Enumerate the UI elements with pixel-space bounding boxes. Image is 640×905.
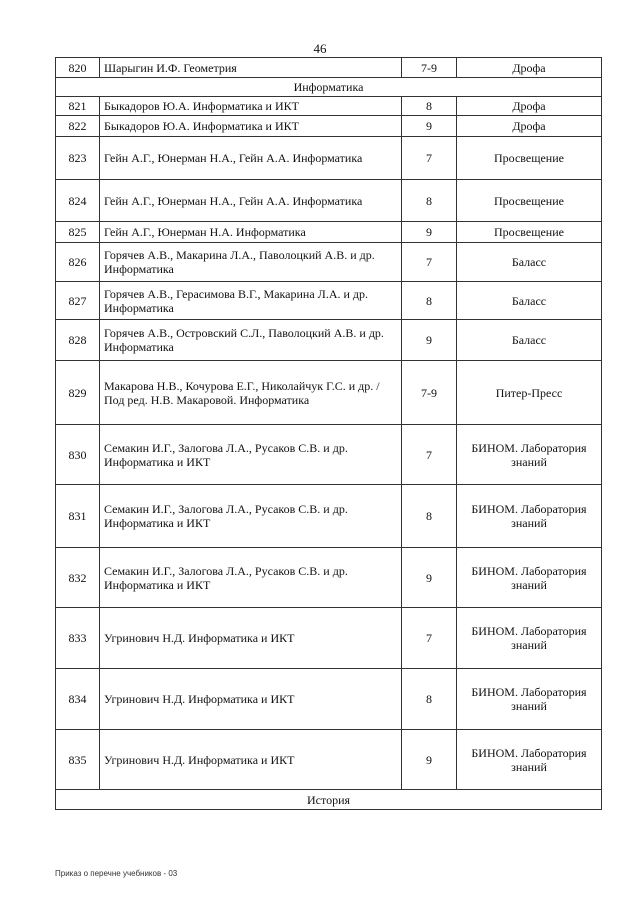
publisher: Просвещение <box>457 180 602 222</box>
publisher: Питер-Пресс <box>457 361 602 425</box>
grade-range: 8 <box>402 485 457 548</box>
grade-range: 7 <box>402 608 457 669</box>
table-row <box>56 222 602 243</box>
row-number: 829 <box>56 361 100 425</box>
book-title: Горячев А.В., Герасимова В.Г., Макарина Л.А. и др. Информатика <box>100 282 402 320</box>
book-title: Гейн А.Г., Юнерман Н.А., Гейн А.А. Информатика <box>100 180 402 222</box>
grade-range: 7 <box>402 137 457 180</box>
row-number: 834 <box>56 669 100 730</box>
table-row <box>56 730 602 790</box>
table-row <box>56 180 602 222</box>
book-title: Быкадоров Ю.А. Информатика и ИКТ <box>100 116 402 137</box>
row-number: 822 <box>56 116 100 137</box>
table-row <box>56 425 602 485</box>
publisher: Дрофа <box>457 97 602 116</box>
book-title: Угринович Н.Д. Информатика и ИКТ <box>100 669 402 730</box>
row-number: 826 <box>56 243 100 282</box>
grade-range: 8 <box>402 97 457 116</box>
book-title: Гейн А.Г., Юнерман Н.А., Гейн А.А. Информатика <box>100 137 402 180</box>
publisher: Дрофа <box>457 58 602 78</box>
table-row <box>56 137 602 180</box>
grade-range: 9 <box>402 222 457 243</box>
row-number: 820 <box>56 58 100 78</box>
grade-range: 8 <box>402 669 457 730</box>
row-number: 830 <box>56 425 100 485</box>
table-row <box>56 320 602 361</box>
grade-range: 9 <box>402 116 457 137</box>
section-header-row <box>56 790 602 810</box>
book-title: Горячев А.В., Островский С.Л., Паволоцкий А.В. и др. Информатика <box>100 320 402 361</box>
book-title: Угринович Н.Д. Информатика и ИКТ <box>100 730 402 790</box>
grade-range: 7 <box>402 425 457 485</box>
row-number: 823 <box>56 137 100 180</box>
grade-range: 7 <box>402 243 457 282</box>
grade-range: 7-9 <box>402 58 457 78</box>
section-header-row <box>56 78 602 97</box>
publisher: Баласс <box>457 282 602 320</box>
book-title: Макарова Н.В., Кочурова Е.Г., Николайчук Г.С. и др. / Под ред. Н.В. Макаровой. Информатика <box>100 361 402 425</box>
row-number: 835 <box>56 730 100 790</box>
publisher: Дрофа <box>457 116 602 137</box>
page-number: 46 <box>313 41 327 56</box>
table-row <box>56 97 602 116</box>
table-row <box>56 282 602 320</box>
footer-note: Приказ о перечне учебников - 03 <box>55 869 178 878</box>
table-row <box>56 361 602 425</box>
row-number: 828 <box>56 320 100 361</box>
book-title: Семакин И.Г., Залогова Л.А., Русаков С.В. и др. Информатика и ИКТ <box>100 485 402 548</box>
table-row <box>56 669 602 730</box>
table-body <box>56 58 602 810</box>
table-row <box>56 58 602 78</box>
section-title: Информатика <box>56 78 602 97</box>
table-row <box>56 243 602 282</box>
book-title: Быкадоров Ю.А. Информатика и ИКТ <box>100 97 402 116</box>
book-title: Горячев А.В., Макарина Л.А., Паволоцкий А.В. и др. Информатика <box>100 243 402 282</box>
book-title: Семакин И.Г., Залогова Л.А., Русаков С.В. и др. Информатика и ИКТ <box>100 548 402 608</box>
publisher: БИНОМ. Лаборатория знаний <box>457 730 602 790</box>
table-row <box>56 485 602 548</box>
row-number: 831 <box>56 485 100 548</box>
grade-range: 9 <box>402 730 457 790</box>
textbook-table <box>55 57 602 810</box>
book-title: Шарыгин И.Ф. Геометрия <box>100 58 402 78</box>
grade-range: 7-9 <box>402 361 457 425</box>
publisher: Баласс <box>457 243 602 282</box>
book-title: Угринович Н.Д. Информатика и ИКТ <box>100 608 402 669</box>
section-title: История <box>56 790 602 810</box>
publisher: Баласс <box>457 320 602 361</box>
publisher: БИНОМ. Лаборатория знаний <box>457 669 602 730</box>
book-title: Гейн А.Г., Юнерман Н.А. Информатика <box>100 222 402 243</box>
row-number: 825 <box>56 222 100 243</box>
grade-range: 9 <box>402 548 457 608</box>
grade-range: 8 <box>402 180 457 222</box>
grade-range: 8 <box>402 282 457 320</box>
publisher: Просвещение <box>457 222 602 243</box>
publisher: БИНОМ. Лаборатория знаний <box>457 608 602 669</box>
row-number: 832 <box>56 548 100 608</box>
row-number: 833 <box>56 608 100 669</box>
publisher: БИНОМ. Лаборатория знаний <box>457 548 602 608</box>
row-number: 824 <box>56 180 100 222</box>
row-number: 821 <box>56 97 100 116</box>
table-row <box>56 116 602 137</box>
publisher: БИНОМ. Лаборатория знаний <box>457 485 602 548</box>
grade-range: 9 <box>402 320 457 361</box>
publisher: Просвещение <box>457 137 602 180</box>
table-row <box>56 548 602 608</box>
publisher: БИНОМ. Лаборатория знаний <box>457 425 602 485</box>
book-title: Семакин И.Г., Залогова Л.А., Русаков С.В. и др. Информатика и ИКТ <box>100 425 402 485</box>
table-row <box>56 608 602 669</box>
row-number: 827 <box>56 282 100 320</box>
